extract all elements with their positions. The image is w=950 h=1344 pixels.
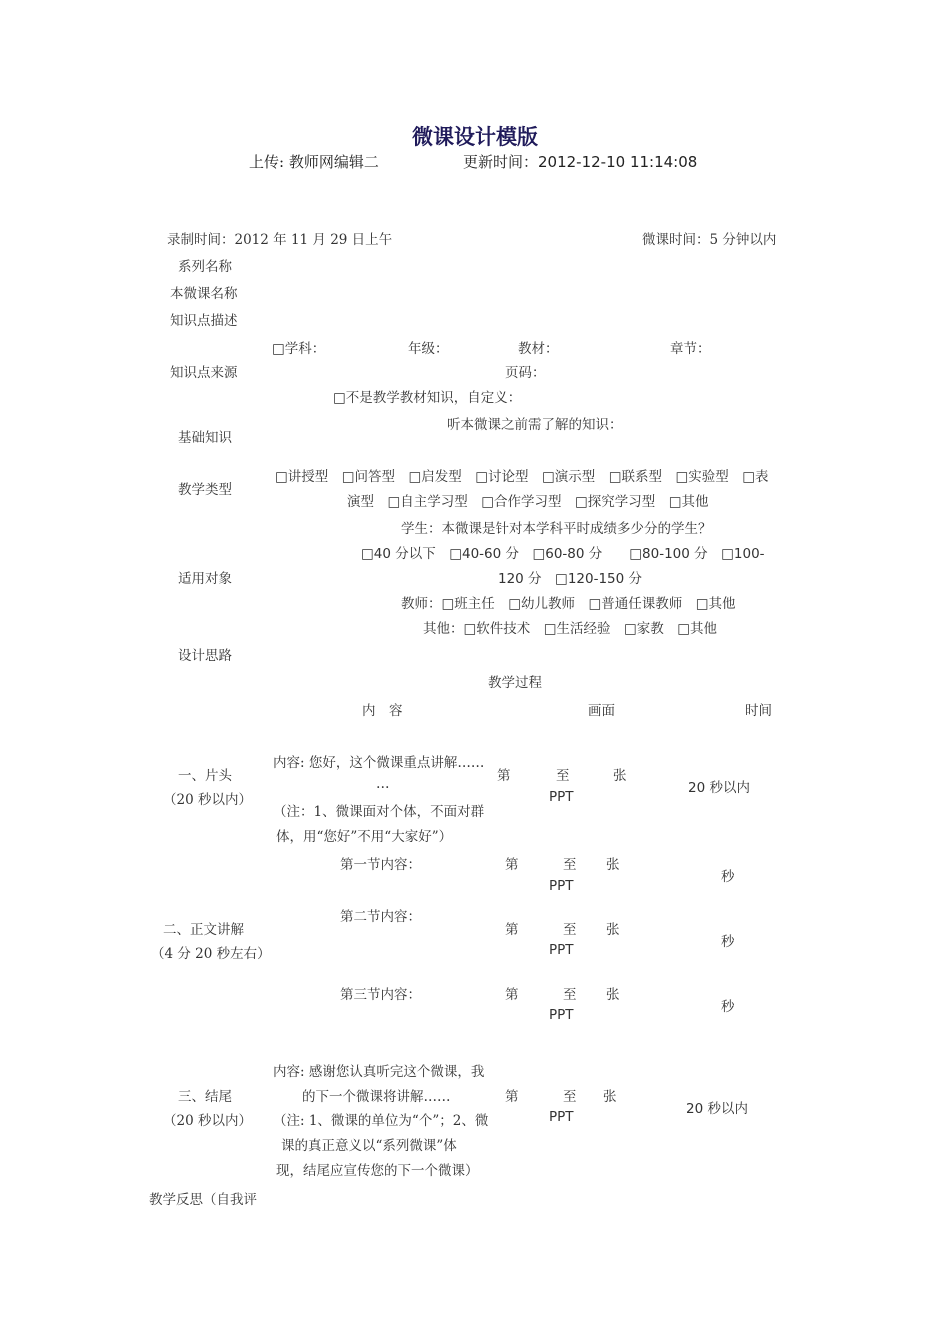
ending-content-5: 现，结尾应宣传您的下一个微课） xyxy=(276,1163,479,1179)
opening-content-3: （注：1、微课面对个体，不面对群 xyxy=(273,804,485,820)
ending-slide-zhang: 张 xyxy=(603,1089,617,1105)
sec2-time: 秒 xyxy=(721,934,735,950)
ending-sub: （20 秒以内） xyxy=(163,1113,252,1129)
col-screen: 画面 xyxy=(588,703,615,719)
target-scores-line2: 120 分 □120-150 分 xyxy=(498,571,643,587)
process-heading: 教学过程 xyxy=(488,675,542,691)
sec1-time: 秒 xyxy=(721,869,735,885)
source-page: 页码： xyxy=(505,365,546,381)
body-sec3: 第三节内容： xyxy=(340,987,421,1003)
label-knowledge-desc: 知识点描述 xyxy=(170,313,238,329)
ending-slide-di: 第 xyxy=(505,1089,519,1105)
source-chapter: 章节： xyxy=(670,341,711,357)
ending-slide-ppt: PPT xyxy=(549,1109,574,1125)
body-sec1: 第一节内容： xyxy=(340,857,421,873)
ending-content-1: 内容: 感谢您认真听完这个微课，我 xyxy=(273,1064,485,1080)
target-question: 学生：本微课是针对本学科平时成绩多少分的学生？ xyxy=(401,521,712,537)
sec2-slide-zhang: 张 xyxy=(606,922,620,938)
page-title: 微课设计模版 xyxy=(412,125,538,149)
target-others: 其他：□软件技术 □生活经验 □家教 □其他 xyxy=(423,621,718,637)
ending-label: 三、结尾 xyxy=(178,1089,232,1105)
col-content: 内 容 xyxy=(362,703,403,719)
ending-content-4: 课的真正意义以“系列微课”体 xyxy=(281,1138,457,1154)
label-series: 系列名称 xyxy=(178,259,232,275)
sec2-slide-zhi: 至 xyxy=(563,922,577,938)
label-knowledge-source: 知识点来源 xyxy=(170,365,238,381)
ending-slide-zhi: 至 xyxy=(563,1089,577,1105)
record-time: 录制时间：2012 年 11 月 29 日上午 xyxy=(167,232,393,248)
opening-content-4: 体，用“您好”不用“大家好”） xyxy=(276,829,453,845)
opening-slide-ppt: PPT xyxy=(549,789,574,805)
ending-content-3: （注: 1、微课的单位为“个”；2、微 xyxy=(273,1113,489,1129)
lesson-duration: 微课时间：5 分钟以内 xyxy=(642,232,777,248)
teaching-types-line2: 演型 □自主学习型 □合作学习型 □探究学习型 □其他 xyxy=(347,494,709,510)
opening-slide-zhi: 至 xyxy=(556,768,570,784)
sec1-slide-di: 第 xyxy=(505,857,519,873)
sec3-time: 秒 xyxy=(721,999,735,1015)
sec2-slide-ppt: PPT xyxy=(549,942,574,958)
sec2-slide-di: 第 xyxy=(505,922,519,938)
label-target: 适用对象 xyxy=(178,571,232,587)
basic-knowledge-desc: 听本微课之前需了解的知识： xyxy=(447,417,623,433)
source-custom: □不是教学教材知识，自定义： xyxy=(333,390,522,406)
col-time: 时间 xyxy=(745,703,772,719)
updated-time: 更新时间：2012-12-10 11:14:08 xyxy=(463,153,698,171)
uploader-text: 上传: 教师网编辑二 xyxy=(249,153,379,171)
target-scores-line1: □40 分以下 □40-60 分 □60-80 分 □80-100 分 □100- xyxy=(361,546,765,562)
label-lesson-name: 本微课名称 xyxy=(170,286,238,302)
source-textbook: 教材： xyxy=(518,341,559,357)
sec3-slide-ppt: PPT xyxy=(549,1007,574,1023)
teaching-types-line1: □讲授型 □问答型 □启发型 □讨论型 □演示型 □联系型 □实验型 □表 xyxy=(275,469,769,485)
sec1-slide-zhang: 张 xyxy=(606,857,620,873)
ending-time: 20 秒以内 xyxy=(686,1101,748,1117)
opening-label: 一、片头 xyxy=(178,768,232,784)
opening-slide-zhang: 张 xyxy=(613,768,627,784)
body-sec2: 第二节内容： xyxy=(340,909,421,925)
sec1-slide-zhi: 至 xyxy=(563,857,577,873)
opening-sub: （20 秒以内） xyxy=(163,792,252,808)
sec1-slide-ppt: PPT xyxy=(549,878,574,894)
target-teachers: 教师：□班主任 □幼儿教师 □普通任课教师 □其他 xyxy=(401,596,736,612)
label-reflection: 教学反思（自我评 xyxy=(149,1192,257,1208)
sec3-slide-di: 第 xyxy=(505,987,519,1003)
sec3-slide-zhi: 至 xyxy=(563,987,577,1003)
sec3-slide-zhang: 张 xyxy=(606,987,620,1003)
label-design: 设计思路 xyxy=(178,648,232,664)
body-sub: （4 分 20 秒左右） xyxy=(151,946,271,962)
opening-content-1: 内容: 您好，这个微课重点讲解…… xyxy=(273,755,485,771)
source-subject: □学科： xyxy=(272,341,326,357)
ending-content-2: 的下一个微课将讲解…… xyxy=(302,1089,451,1105)
opening-slide-di: 第 xyxy=(497,768,511,784)
opening-content-2: … xyxy=(376,776,390,792)
opening-time: 20 秒以内 xyxy=(688,780,750,796)
label-teaching-type: 教学类型 xyxy=(178,482,232,498)
label-basic-knowledge: 基础知识 xyxy=(178,430,232,446)
source-grade: 年级： xyxy=(408,341,449,357)
body-label: 二、正文讲解 xyxy=(163,922,244,938)
